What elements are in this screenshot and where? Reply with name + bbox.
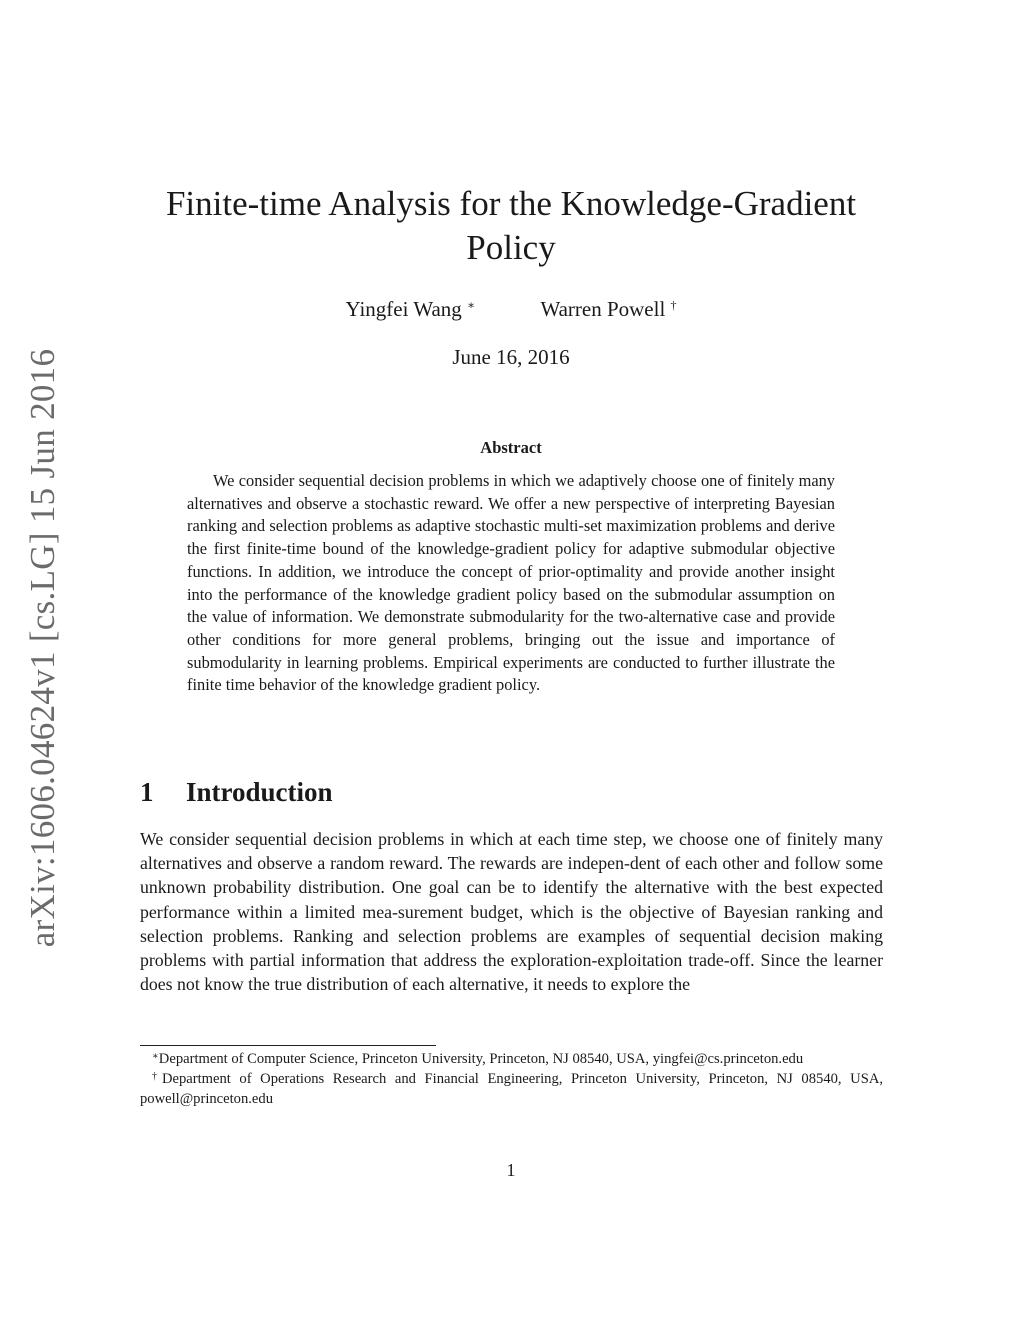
abstract-heading: Abstract (480, 438, 542, 457)
section-number: 1 (140, 777, 154, 807)
footnote-text: Department of Computer Science, Princeton University, Princeton, NJ 08540, USA, yingfei@cs.princeton.edu (158, 1051, 804, 1067)
author-footnote-mark: ∗ (467, 298, 476, 312)
paper-title: Finite-time Analysis for the Knowledge-Gradient Policy (165, 184, 857, 267)
footnote-mark: † (152, 1071, 162, 1082)
author-name: Yingfei Wang (345, 297, 462, 321)
page-number: 1 (506, 1160, 516, 1180)
author-name: Warren Powell (540, 297, 666, 321)
intro-paragraph: We consider sequential decision problems in which at each time step, we choose one of finitely many alternatives and observe a random reward. The rewards are indepen-dent of each other and follow some unknown probability distribution. One goal can be to identify the alternative with the best expected performance within a limited mea-surement budget, which is the objective of Bayesian ranking and selection problems. Ranking and selection problems are examples of sequential decision making problems with partial information that address the exploration-exploitation trade-off. Since the learner does not know the true distribution of each alternative, it needs to explore the (140, 829, 883, 995)
footnote-mark: ∗ (152, 1051, 159, 1062)
paper-date: June 16, 2016 (452, 345, 570, 369)
author-entry (345, 295, 475, 323)
arxiv-identifier-stamp: arXiv:1606.04624v1 [cs.LG] 15 Jun 2016 (23, 348, 62, 948)
footnote-item (140, 1069, 883, 1109)
footnote-item (140, 1049, 883, 1069)
section-heading (140, 774, 333, 810)
footnote-text: Department of Operations Research and Financial Engineering, Princeton University, Princeton, NJ 08540, USA, powell@princeton.edu (140, 1071, 884, 1107)
abstract-text: We consider sequential decision problems in which we adaptively choose one of finitely many alternatives and observe a stochastic reward. We offer a new perspective of interpreting Bayesian ranking and selection problems as adaptive stochastic multi-set maximization problems and derive the first finite-time bound of the knowledge-gradient policy for adaptive submodular objective functions. In addition, we introduce the concept of prior-optimality and provide another insight into the performance of the knowledge gradient policy based on the submodular assumption on the value of information. We demonstrate submodularity for the two-alternative case and provide other conditions for more general problems, bringing out the issue and importance of submodularity in learning problems. Empirical experiments are conducted to further illustrate the finite time behavior of the knowledge gradient policy. (187, 471, 835, 695)
footnote-list (140, 1049, 883, 1109)
author-footnote-mark: † (670, 298, 677, 312)
author-entry (540, 295, 676, 323)
footnote-divider (140, 1045, 436, 1046)
section-title: Introduction (186, 777, 333, 807)
author-list (140, 295, 882, 323)
